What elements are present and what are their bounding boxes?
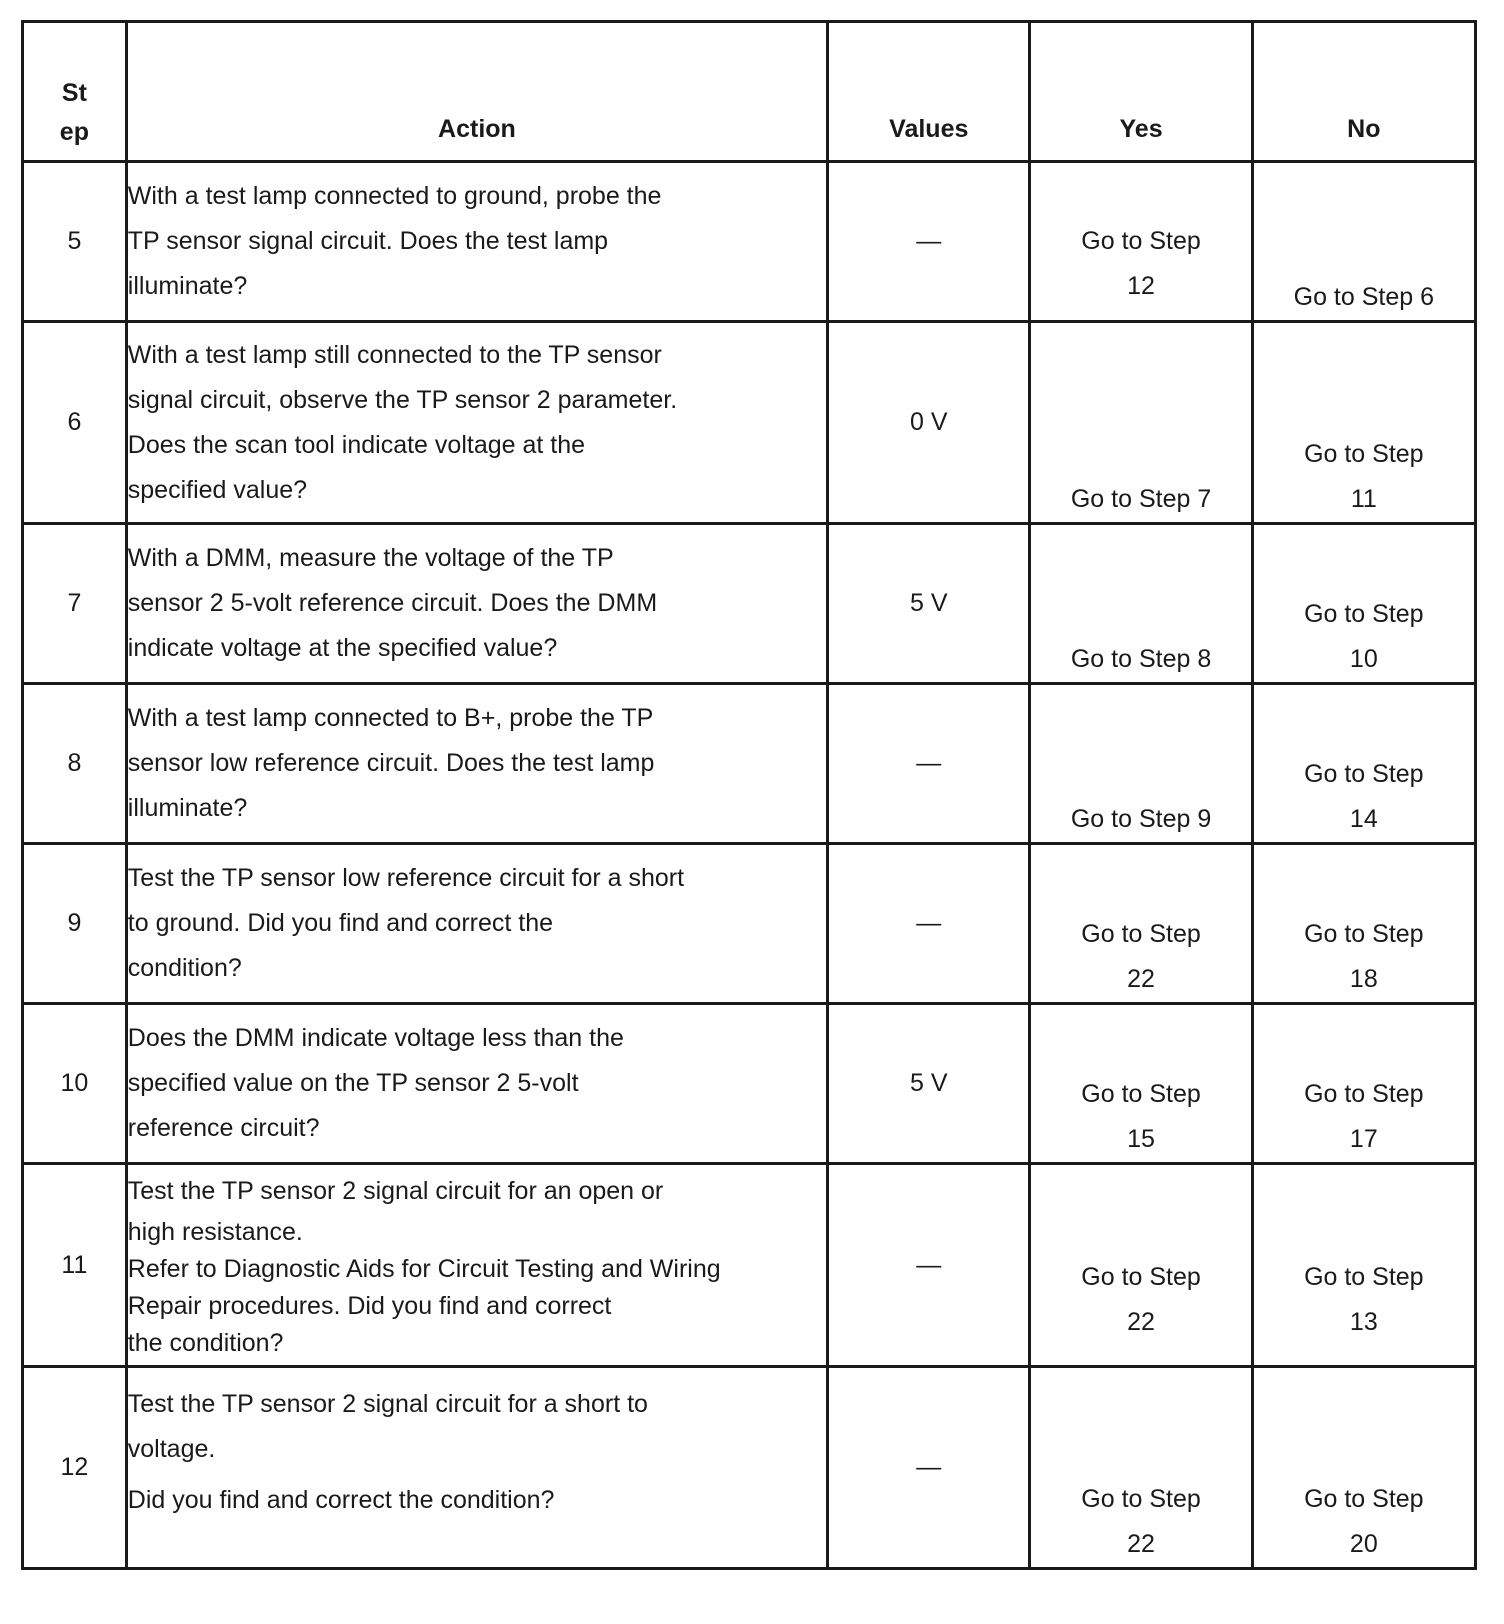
yes-goto-line: Go to Step xyxy=(1081,226,1201,255)
action-line: voltage. xyxy=(127,1435,216,1463)
yes-cell xyxy=(1030,1367,1252,1569)
table-row xyxy=(23,1164,1476,1367)
action-text xyxy=(126,162,827,322)
yes-goto-line: 15 xyxy=(1127,1125,1155,1153)
action-text xyxy=(126,684,827,844)
yes-goto-line: Go to Step xyxy=(1081,1263,1201,1291)
no-goto-line: 17 xyxy=(1349,1125,1378,1153)
no-goto-line: Go to Step xyxy=(1304,1485,1424,1513)
table-row xyxy=(23,162,1476,322)
header-values: Values xyxy=(828,22,1030,162)
action-text xyxy=(126,1164,827,1367)
no-cell xyxy=(1252,1004,1475,1164)
table-row xyxy=(23,1367,1476,1569)
no-cell xyxy=(1252,1164,1475,1367)
action-line: With a DMM, measure the voltage of the TP xyxy=(127,544,614,572)
no-goto-line: Go to Step xyxy=(1304,600,1424,628)
table-row xyxy=(23,844,1476,1004)
header-yes: Yes xyxy=(1030,22,1252,162)
action-line: specified value on the TP sensor 2 5-volt xyxy=(127,1069,579,1097)
action-line: With a test lamp connected to B+, probe the TP xyxy=(127,704,654,732)
value-cell: — xyxy=(828,162,1030,322)
step-number: 8 xyxy=(23,684,127,844)
action-line: the condition? xyxy=(127,1328,284,1357)
yes-goto-line: 12 xyxy=(1127,271,1155,300)
value-cell: — xyxy=(828,844,1030,1004)
value-cell: — xyxy=(828,1367,1030,1569)
no-cell xyxy=(1252,162,1475,322)
action-line: Test the TP sensor 2 signal circuit for a short to xyxy=(127,1390,648,1418)
yes-goto-line: 22 xyxy=(1127,1308,1155,1336)
yes-goto-line: 22 xyxy=(1127,965,1155,993)
no-cell xyxy=(1252,524,1475,684)
yes-goto-line: Go to Step xyxy=(1081,1080,1201,1108)
yes-goto-line: Go to Step 9 xyxy=(1070,805,1212,833)
step-number: 9 xyxy=(23,844,127,1004)
action-line: illuminate? xyxy=(127,794,248,822)
action-line: Does the DMM indicate voltage less than the xyxy=(127,1024,624,1052)
no-goto-line: Go to Step xyxy=(1304,440,1424,468)
header-row xyxy=(23,22,1476,162)
no-goto-line: 10 xyxy=(1349,645,1378,673)
action-line: indicate voltage at the specified value? xyxy=(127,634,558,662)
no-goto-line: Go to Step xyxy=(1304,920,1424,948)
action-line: signal circuit, observe the TP sensor 2 parameter. xyxy=(127,385,678,414)
action-text xyxy=(126,322,827,524)
value-cell: 5 V xyxy=(828,1004,1030,1164)
yes-cell xyxy=(1030,1004,1252,1164)
step-number: 6 xyxy=(23,322,127,524)
step-number: 10 xyxy=(23,1004,127,1164)
action-line: condition? xyxy=(127,954,242,982)
no-goto-line: 13 xyxy=(1349,1308,1378,1336)
yes-goto-line: Go to Step 8 xyxy=(1070,645,1212,673)
action-line: Refer to Diagnostic Aids for Circuit Testing and Wiring xyxy=(127,1254,721,1283)
no-goto-line: 14 xyxy=(1349,805,1378,833)
action-line: sensor low reference circuit. Does the test lamp xyxy=(127,749,655,777)
no-goto-line: Go to Step xyxy=(1304,1080,1424,1108)
step-number: 7 xyxy=(23,524,127,684)
header-action: Action xyxy=(126,22,827,162)
step-number: 5 xyxy=(23,162,127,322)
table-row xyxy=(23,524,1476,684)
action-line: Test the TP sensor low reference circuit for a short xyxy=(127,864,685,892)
yes-goto-line: Go to Step 7 xyxy=(1070,485,1212,513)
action-line: Did you find and correct the condition? xyxy=(127,1486,555,1514)
no-goto-line: Go to Step 6 xyxy=(1293,283,1435,311)
action-line: With a test lamp still connected to the TP sensor xyxy=(127,340,662,369)
action-line: With a test lamp connected to ground, probe the xyxy=(127,182,662,210)
no-cell xyxy=(1252,322,1475,524)
yes-cell xyxy=(1030,524,1252,684)
yes-goto-line: 22 xyxy=(1127,1530,1155,1558)
header-step-line1: St xyxy=(61,79,87,107)
yes-goto-line: Go to Step xyxy=(1081,920,1201,948)
action-line: sensor 2 5-volt reference circuit. Does the DMM xyxy=(127,589,658,617)
table-row xyxy=(23,1004,1476,1164)
value-cell: 0 V xyxy=(828,322,1030,524)
header-step xyxy=(23,22,127,162)
header-no: No xyxy=(1252,22,1475,162)
action-line: specified value? xyxy=(127,475,308,504)
action-line: Test the TP sensor 2 signal circuit for an open or xyxy=(127,1176,664,1205)
no-goto-line: Go to Step xyxy=(1304,760,1424,788)
value-cell: 5 V xyxy=(828,524,1030,684)
step-number: 11 xyxy=(23,1164,127,1367)
yes-goto-line: Go to Step xyxy=(1081,1485,1201,1513)
action-line: to ground. Did you find and correct the xyxy=(127,909,554,937)
table-row xyxy=(23,684,1476,844)
no-cell xyxy=(1252,844,1475,1004)
yes-cell xyxy=(1030,684,1252,844)
header-step-line2: ep xyxy=(59,118,89,146)
action-text xyxy=(126,844,827,1004)
no-cell xyxy=(1252,684,1475,844)
yes-cell xyxy=(1030,162,1252,322)
action-line: high resistance. xyxy=(127,1217,303,1246)
diagnostic-table-container xyxy=(21,20,1477,1570)
no-goto-line: 18 xyxy=(1349,965,1378,993)
yes-cell xyxy=(1030,1164,1252,1367)
yes-cell xyxy=(1030,322,1252,524)
diagnostic-table xyxy=(21,20,1477,1570)
action-text xyxy=(126,1004,827,1164)
action-text xyxy=(126,524,827,684)
no-goto-line: 20 xyxy=(1349,1530,1378,1558)
action-text xyxy=(126,1367,827,1569)
yes-cell xyxy=(1030,844,1252,1004)
value-cell: — xyxy=(828,1164,1030,1367)
value-cell: — xyxy=(828,684,1030,844)
action-line: Does the scan tool indicate voltage at the xyxy=(127,430,586,459)
action-line: reference circuit? xyxy=(127,1114,320,1142)
table-row xyxy=(23,322,1476,524)
action-line: TP sensor signal circuit. Does the test lamp xyxy=(127,227,609,255)
no-goto-line: Go to Step xyxy=(1304,1263,1424,1291)
action-line: illuminate? xyxy=(127,272,248,300)
action-line: Repair procedures. Did you find and correct xyxy=(127,1291,612,1320)
no-goto-line: 11 xyxy=(1350,485,1377,513)
step-number: 12 xyxy=(23,1367,127,1569)
no-cell xyxy=(1252,1367,1475,1569)
